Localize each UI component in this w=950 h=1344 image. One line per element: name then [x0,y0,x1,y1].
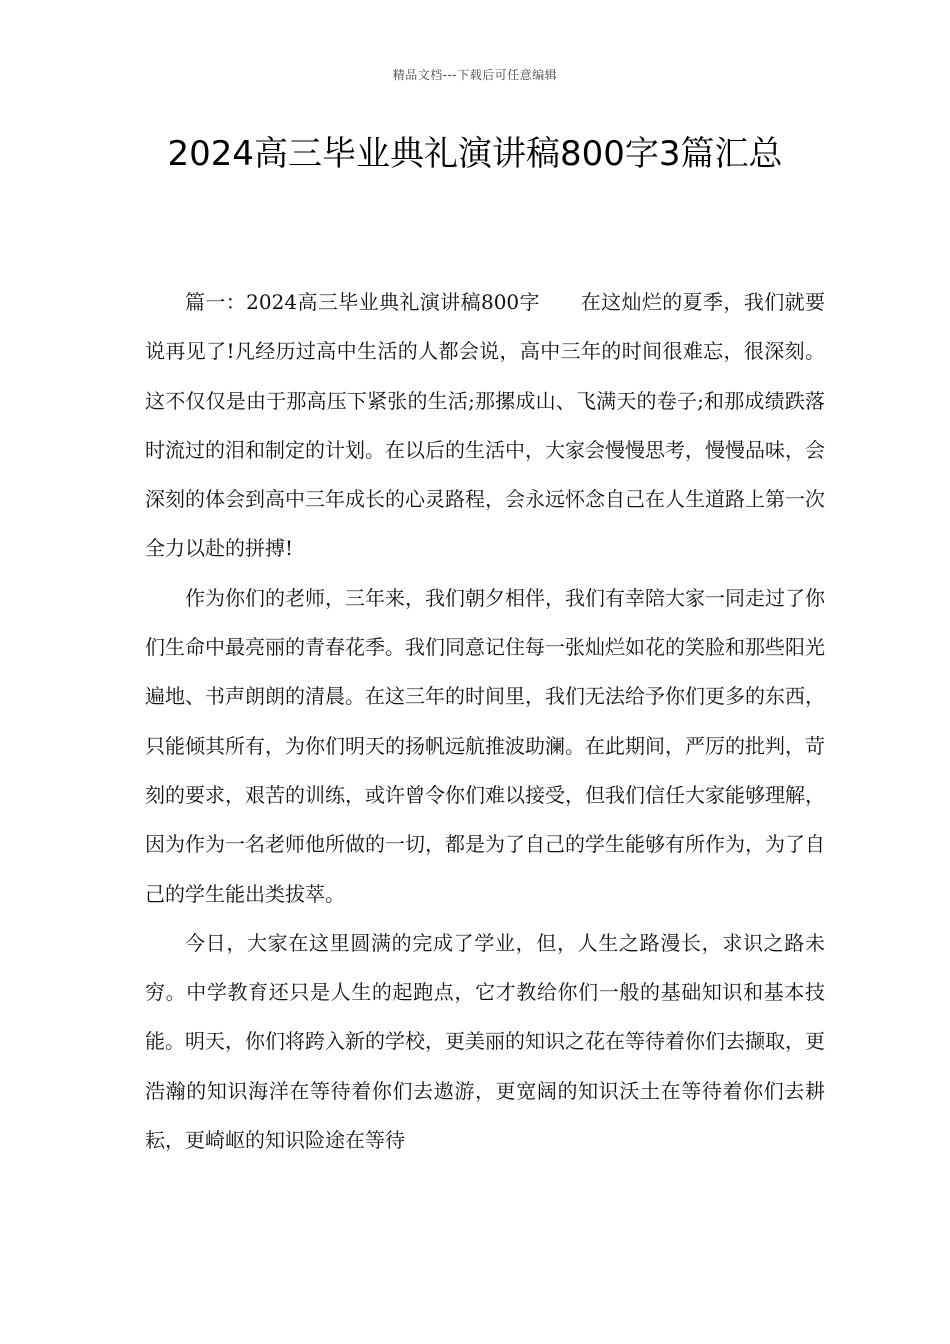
paragraph-1: 篇一：2024高三毕业典礼演讲稿800字 在这灿烂的夏季，我们就要说再见了!凡经历过高中生活的人都会说，高中三年的时间很难忘，很深刻。这不仅仅是由于那高压下紧张的生活;那摞成山、飞满天的卷子;和那成绩跌落时流过的泪和制定的计划。在以后的生活中，大家会慢慢思考，慢慢品味，会深刻的体会到高中三年成长的心灵路程，会永远怀念自己在人生道路上第一次全力以赴的拼搏! [145,290,825,561]
paragraph-3: 今日，大家在这里圆满的完成了学业，但，人生之路漫长，求识之路未穷。中学教育还只是人生的起跑点，它才教给你们一般的基础知识和基本技能。明天，你们将跨入新的学校，更美丽的知识之花在等待着你们去撷取，更浩瀚的知识海洋在等待着你们去遨游，更宽阔的知识沃土在等待着你们去耕耘，更崎岖的知识险途在等待 [145,930,825,1153]
paragraph-2: 作为你们的老师，三年来，我们朝夕相伴，我们有幸陪大家一同走过了你们生命中最亮丽的青春花季。我们同意记住每一张灿烂如花的笑脸和那些阳光遍地、书声朗朗的清晨。在这三年的时间里，我们无法给予你们更多的东西，只能倾其所有，为你们明天的扬帆远航推波助澜。在此期间，严厉的批判，苛刻的要求，艰苦的训练，或许曾令你们难以接受，但我们信任大家能够理解，因为作为一名老师他所做的一切，都是为了自己的学生能够有所作为，为了自己的学生能出类拔萃。 [145,585,825,906]
document-body [145,278,825,1165]
page-header-note: 精品文档---下载后可任意编辑 [392,68,558,82]
document-title: 2024高三毕业典礼演讲稿800字3篇汇总 [167,134,783,174]
